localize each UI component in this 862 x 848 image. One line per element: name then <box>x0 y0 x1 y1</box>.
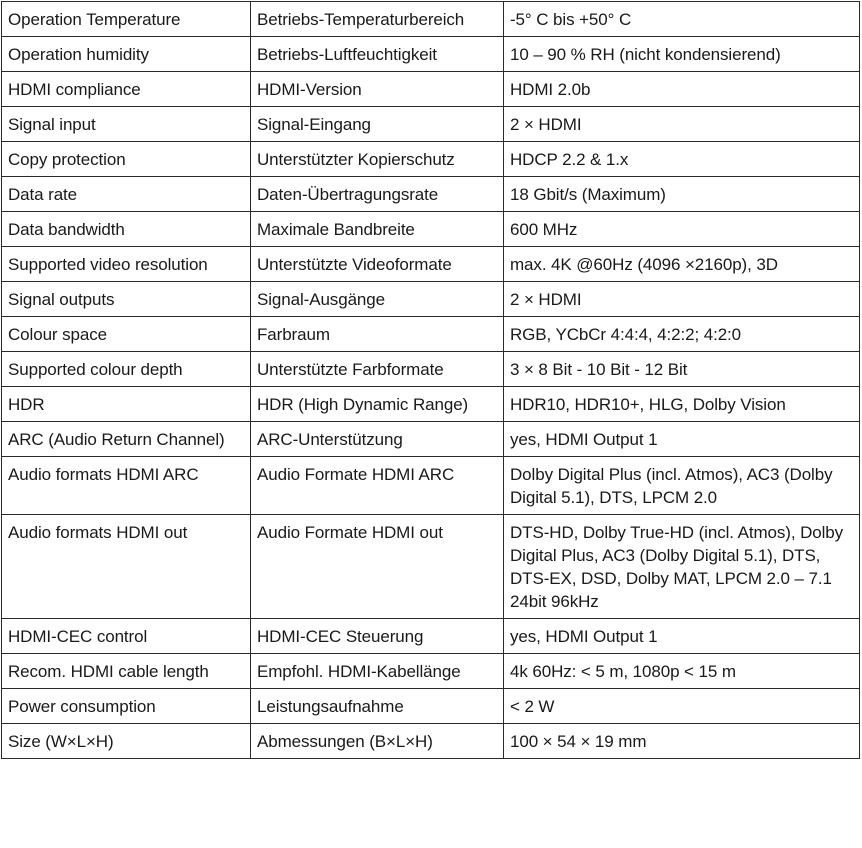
table-row <box>2 107 860 142</box>
spec-name-de: Audio Formate HDMI ARC <box>251 457 504 515</box>
spec-value: < 2 W <box>504 689 860 724</box>
table-row <box>2 2 860 37</box>
spec-value: yes, HDMI Output 1 <box>504 619 860 654</box>
spec-name-en: Copy protection <box>2 142 251 177</box>
table-row <box>2 654 860 689</box>
table-row <box>2 689 860 724</box>
spec-name-en: Size (W×L×H) <box>2 724 251 759</box>
spec-name-de: Betriebs-Luftfeuchtigkeit <box>251 37 504 72</box>
spec-name-en: HDMI compliance <box>2 72 251 107</box>
spec-name-de: Empfohl. HDMI-Kabellänge <box>251 654 504 689</box>
spec-table <box>1 1 860 759</box>
spec-name-en: Audio formats HDMI out <box>2 515 251 619</box>
spec-value: 10 – 90 % RH (nicht kondensierend) <box>504 37 860 72</box>
table-row <box>2 317 860 352</box>
spec-name-de: HDR (High Dynamic Range) <box>251 387 504 422</box>
spec-name-de: ARC-Unterstützung <box>251 422 504 457</box>
spec-value: 100 × 54 × 19 mm <box>504 724 860 759</box>
spec-name-en: Recom. HDMI cable length <box>2 654 251 689</box>
table-row <box>2 212 860 247</box>
table-row <box>2 457 860 515</box>
spec-name-de: Signal-Eingang <box>251 107 504 142</box>
table-row <box>2 177 860 212</box>
spec-name-de: Unterstützte Farbformate <box>251 352 504 387</box>
table-row <box>2 619 860 654</box>
spec-name-de: Betriebs-Temperaturbereich <box>251 2 504 37</box>
table-row <box>2 352 860 387</box>
spec-name-de: Unterstützter Kopierschutz <box>251 142 504 177</box>
spec-name-de: Maximale Bandbreite <box>251 212 504 247</box>
spec-value: 3 × 8 Bit - 10 Bit - 12 Bit <box>504 352 860 387</box>
spec-name-de: Unterstützte Videoformate <box>251 247 504 282</box>
spec-name-en: Power consumption <box>2 689 251 724</box>
table-row <box>2 724 860 759</box>
table-row <box>2 515 860 619</box>
spec-name-en: HDR <box>2 387 251 422</box>
spec-table-body <box>2 2 860 759</box>
spec-value: Dolby Digital Plus (incl. Atmos), AC3 (Dolby Digital 5.1), DTS, LPCM 2.0 <box>504 457 860 515</box>
spec-name-en: Operation Temperature <box>2 2 251 37</box>
spec-value: 2 × HDMI <box>504 107 860 142</box>
spec-value: 2 × HDMI <box>504 282 860 317</box>
spec-value: 4k 60Hz: < 5 m, 1080p < 15 m <box>504 654 860 689</box>
spec-name-de: HDMI-CEC Steuerung <box>251 619 504 654</box>
table-row <box>2 72 860 107</box>
spec-value: yes, HDMI Output 1 <box>504 422 860 457</box>
spec-value: 600 MHz <box>504 212 860 247</box>
spec-value: -5° C bis +50° C <box>504 2 860 37</box>
table-row <box>2 37 860 72</box>
spec-name-de: Audio Formate HDMI out <box>251 515 504 619</box>
spec-value: max. 4K @60Hz (4096 ×2160p), 3D <box>504 247 860 282</box>
spec-name-en: Supported colour depth <box>2 352 251 387</box>
spec-name-en: Colour space <box>2 317 251 352</box>
spec-name-en: HDMI-CEC control <box>2 619 251 654</box>
spec-value: 18 Gbit/s (Maximum) <box>504 177 860 212</box>
table-row <box>2 247 860 282</box>
spec-value: HDMI 2.0b <box>504 72 860 107</box>
table-row <box>2 422 860 457</box>
spec-name-de: Daten-Übertragungsrate <box>251 177 504 212</box>
spec-name-de: Farbraum <box>251 317 504 352</box>
table-row <box>2 387 860 422</box>
spec-name-en: Supported video resolution <box>2 247 251 282</box>
table-row <box>2 142 860 177</box>
spec-name-de: HDMI-Version <box>251 72 504 107</box>
spec-name-de: Abmessungen (B×L×H) <box>251 724 504 759</box>
spec-name-en: Data rate <box>2 177 251 212</box>
spec-value: RGB, YCbCr 4:4:4, 4:2:2; 4:2:0 <box>504 317 860 352</box>
spec-name-de: Leistungsaufnahme <box>251 689 504 724</box>
spec-name-en: Data bandwidth <box>2 212 251 247</box>
spec-name-en: ARC (Audio Return Channel) <box>2 422 251 457</box>
spec-name-en: Signal input <box>2 107 251 142</box>
spec-value: DTS-HD, Dolby True-HD (incl. Atmos), Dolby Digital Plus, AC3 (Dolby Digital 5.1), DTS, DTS-EX, DSD, Dolby MAT, LPCM 2.0 – 7.1 24bit 96kHz <box>504 515 860 619</box>
spec-name-en: Audio formats HDMI ARC <box>2 457 251 515</box>
spec-name-en: Signal outputs <box>2 282 251 317</box>
table-row <box>2 282 860 317</box>
spec-name-en: Operation humidity <box>2 37 251 72</box>
spec-value: HDCP 2.2 & 1.x <box>504 142 860 177</box>
spec-value: HDR10, HDR10+, HLG, Dolby Vision <box>504 387 860 422</box>
spec-name-de: Signal-Ausgänge <box>251 282 504 317</box>
